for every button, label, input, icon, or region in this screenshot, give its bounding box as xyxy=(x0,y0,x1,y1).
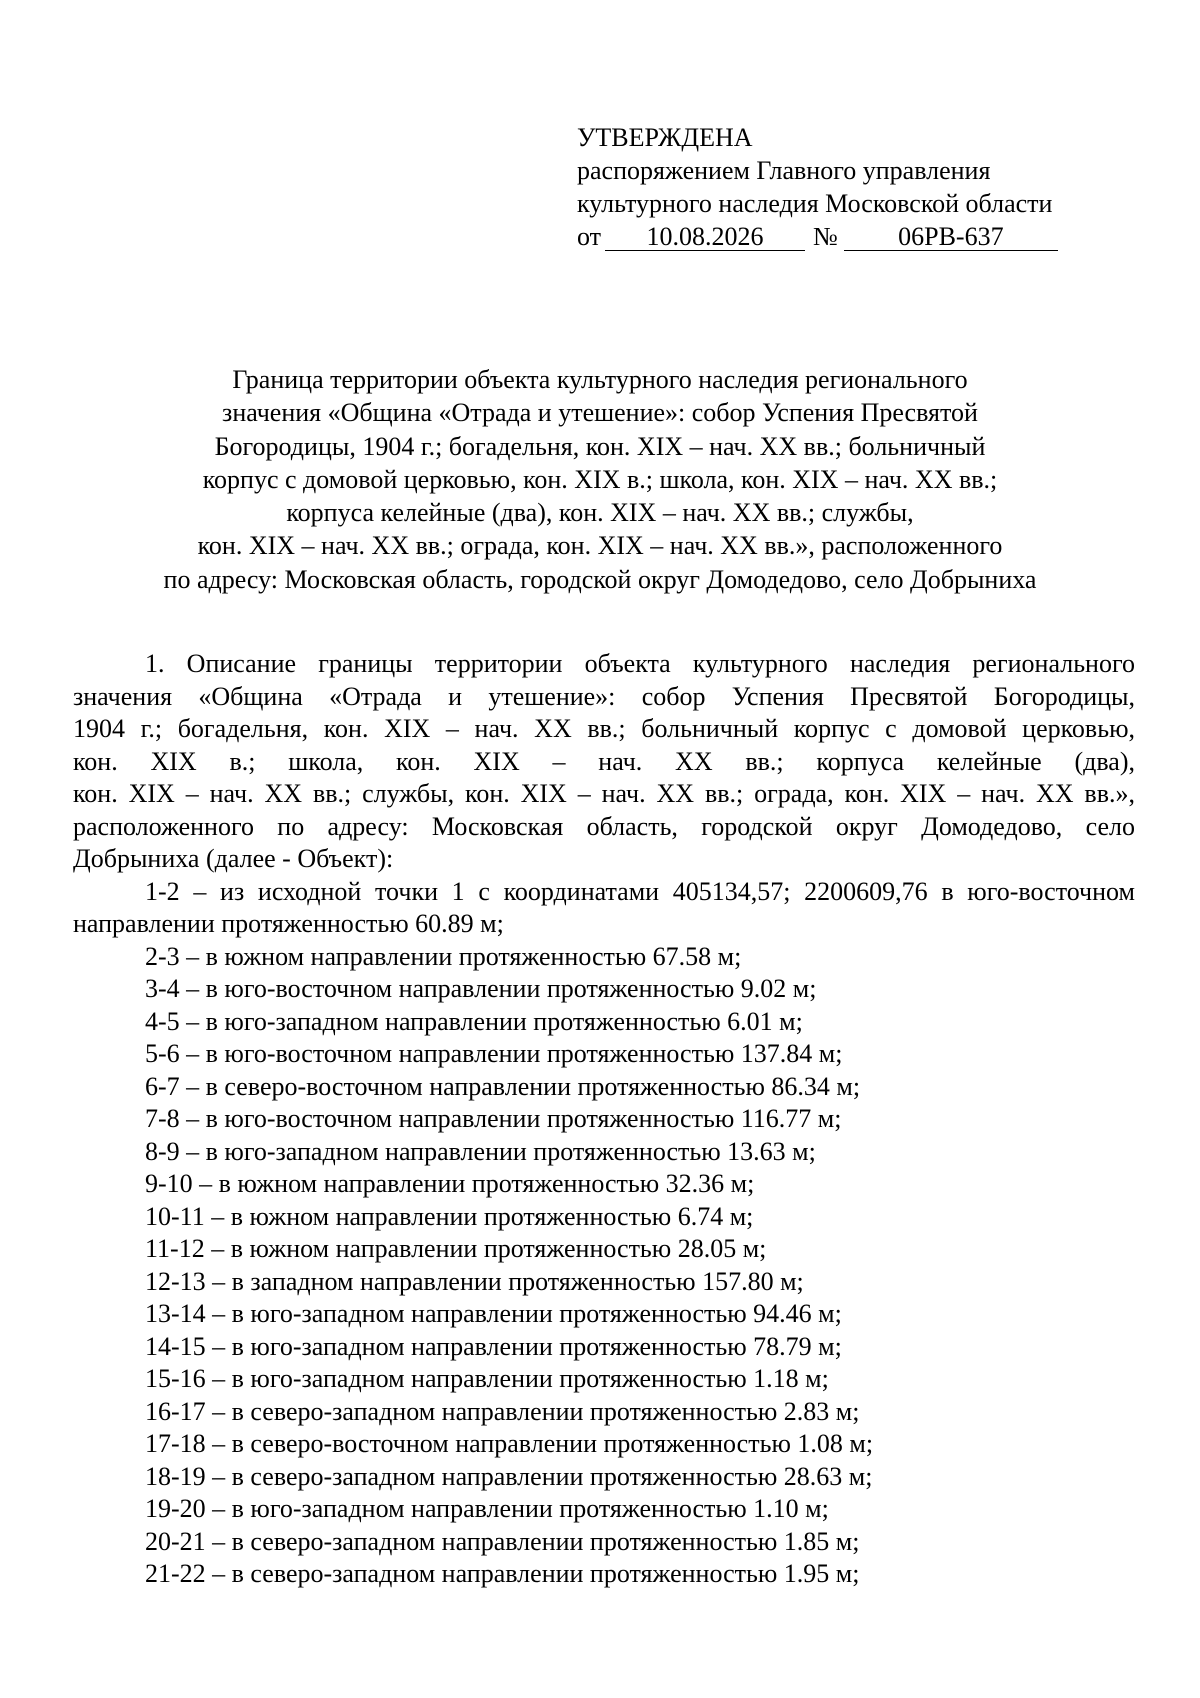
title-line: значения «Община «Отрада и утешение»: собор Успения Пресвятой xyxy=(222,398,978,428)
segment-item: 12-13 – в западном направлении протяженностью 157.80 м; xyxy=(145,1266,804,1296)
approval-number-sign: № xyxy=(813,222,838,251)
approval-number: 06РВ-637 xyxy=(844,224,1058,251)
title-line: по адресу: Московская область, городской округ Домодедово, село Добрыниха xyxy=(163,564,1037,594)
segment-item: 4-5 – в юго-западном направлении протяженностью 6.01 м; xyxy=(145,1006,803,1036)
description-line: расположенного по адресу: Московская область, городской округ Домодедово, село xyxy=(73,811,1135,841)
document-body xyxy=(73,648,1135,1591)
segment-item: 21-22 – в северо-западном направлении протяженностью 1.95 м; xyxy=(145,1559,860,1588)
segment-item: 15-16 – в юго-западном направлении протяженностью 1.18 м; xyxy=(145,1364,829,1393)
segment-item: 14-15 – в юго-западном направлении протяженностью 78.79 м; xyxy=(145,1331,842,1361)
description-line: Добрыниха (далее - Объект): xyxy=(73,844,394,873)
approval-from-label: от xyxy=(577,222,602,251)
approval-date: 10.08.2026 xyxy=(605,224,805,251)
document-title xyxy=(95,363,1105,596)
segment-item: 3-4 – в юго-восточном направлении протяженностью 9.02 м; xyxy=(145,974,817,1003)
approval-line-2: культурного наследия Московской области xyxy=(577,189,1053,218)
title-line: корпус с домовой церковью, кон. XIX в.; школа, кон. XIX – нач. XX вв.; xyxy=(202,464,998,494)
segment-line: направлении протяженностью 60.89 м; xyxy=(73,909,504,938)
description-line: 1904 г.; богадельня, кон. XIX – нач. XX вв.; больничный корпус с домовой церковью, xyxy=(73,714,1135,743)
segment-item: 13-14 – в юго-западном направлении протяженностью 94.46 м; xyxy=(145,1299,842,1328)
segment-item: 2-3 – в южном направлении протяженностью 67.58 м; xyxy=(145,941,742,971)
segment-item: 8-9 – в юго-западном направлении протяженностью 13.63 м; xyxy=(145,1136,816,1166)
title-line: кон. XIX – нач. XX вв.; ограда, кон. XIX – нач. XX вв.», расположенного xyxy=(197,531,1003,561)
description-line: 1. Описание границы территории объекта культурного наследия регионального xyxy=(145,649,1135,678)
title-line: Богородицы, 1904 г.; богадельня, кон. XIX – нач. XX вв.; больничный xyxy=(214,431,986,461)
description-paragraph xyxy=(73,648,1135,876)
approval-heading: УТВЕРЖДЕНА xyxy=(577,123,753,152)
segment-item: 5-6 – в юго-восточном направлении протяженностью 137.84 м; xyxy=(145,1039,843,1068)
approval-stamp xyxy=(577,121,1058,253)
segment-item: 18-19 – в северо-западном направлении протяженностью 28.63 м; xyxy=(145,1461,873,1491)
segment-item-first xyxy=(73,876,1135,941)
segment-item: 20-21 – в северо-западном направлении протяженностью 1.85 м; xyxy=(145,1526,860,1556)
segment-item: 10-11 – в южном направлении протяженностью 6.74 м; xyxy=(145,1201,754,1231)
segment-item: 16-17 – в северо-западном направлении протяженностью 2.83 м; xyxy=(145,1396,860,1426)
segment-item: 17-18 – в северо-восточном направлении протяженностью 1.08 м; xyxy=(145,1429,874,1458)
description-line: значения «Община «Отрада и утешение»: собор Успения Пресвятой Богородицы, xyxy=(73,681,1135,711)
segment-item: 6-7 – в северо-восточном направлении протяженностью 86.34 м; xyxy=(145,1071,861,1101)
segment-item: 19-20 – в юго-западном направлении протяженностью 1.10 м; xyxy=(145,1494,829,1523)
segment-item: 11-12 – в южном направлении протяженностью 28.05 м; xyxy=(145,1234,767,1263)
title-line: Граница территории объекта культурного наследия регионального xyxy=(232,365,968,394)
description-line: кон. XIX – нач. XX вв.; службы, кон. XIX – нач. XX вв.; ограда, кон. XIX – нач. XX вв.», xyxy=(73,779,1135,808)
approval-line-1: распоряжением Главного управления xyxy=(577,156,991,185)
segment-line: 1-2 – из исходной точки 1 с координатами 405134,57; 2200609,76 в юго-восточном xyxy=(145,876,1135,906)
segment-item: 7-8 – в юго-восточном направлении протяженностью 116.77 м; xyxy=(145,1104,842,1133)
approval-date-number-line xyxy=(577,220,1058,253)
description-line: кон. XIX в.; школа, кон. XIX – нач. XX вв.; корпуса келейные (два), xyxy=(73,746,1135,776)
title-line: корпуса келейные (два), кон. XIX – нач. XX вв.; службы, xyxy=(286,498,914,528)
segment-item: 9-10 – в южном направлении протяженностью 32.36 м; xyxy=(145,1169,755,1198)
